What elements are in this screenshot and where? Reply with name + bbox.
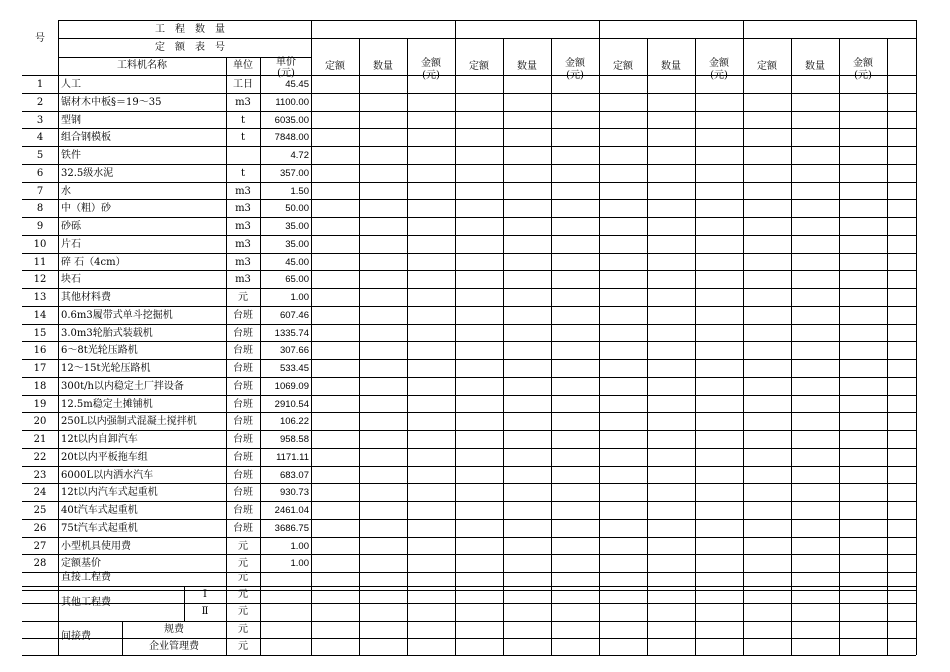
- unit-cell: 元: [238, 292, 248, 303]
- unit-price-cell: 106.22: [279, 416, 309, 427]
- unit-cell: 元: [238, 558, 248, 569]
- unit-cell: 台班: [233, 523, 253, 534]
- other-cost-label: 其他工程费: [61, 597, 111, 608]
- grid-line: [22, 621, 916, 622]
- material-name: 碎 石（4cm）: [61, 257, 126, 268]
- column-quota-header: 定额: [757, 61, 777, 72]
- column-price-unit-header: (元): [277, 68, 295, 79]
- material-name: 型钢: [61, 115, 81, 126]
- indirect-cost-label: 间接费: [61, 631, 91, 642]
- unit-price-cell: 45.45: [285, 79, 309, 90]
- index-header: 号: [35, 33, 45, 44]
- row-number: 22: [33, 452, 47, 463]
- row-number: 18: [33, 381, 47, 392]
- unit-price-cell: 1335.74: [274, 328, 309, 339]
- unit-cell: 工日: [233, 79, 253, 90]
- unit-cell: m3: [235, 203, 251, 214]
- column-quota-header: 定额: [613, 61, 633, 72]
- unit-price-cell: 50.00: [285, 203, 309, 214]
- row-number: 15: [33, 328, 47, 339]
- indirect-cost-sub1: 规费: [164, 624, 184, 635]
- material-name: 12t以内汽车式起重机: [61, 487, 158, 498]
- row-number: 24: [33, 487, 47, 498]
- material-name: 小型机具使用费: [61, 541, 131, 552]
- other-cost-unit-1: 元: [238, 589, 248, 600]
- grid-line: [311, 38, 916, 39]
- unit-price-cell: 65.00: [285, 274, 309, 285]
- row-number: 11: [33, 257, 47, 268]
- material-name: 砂砾: [61, 221, 81, 232]
- unit-price-cell: 6035.00: [274, 115, 309, 126]
- unit-price-cell: 1100.00: [275, 97, 309, 108]
- unit-cell: 台班: [233, 345, 253, 356]
- row-number: 12: [33, 274, 47, 285]
- unit-price-cell: 930.73: [279, 487, 309, 498]
- material-name: 0.6m3履带式单斗挖掘机: [61, 310, 173, 321]
- unit-price-cell: 35.00: [285, 239, 309, 250]
- row-number: 13: [33, 292, 47, 303]
- row-number: 27: [33, 541, 47, 552]
- grid-line: [22, 590, 916, 591]
- other-cost-sub2: Ⅱ: [201, 606, 209, 617]
- row-number: 4: [36, 132, 44, 143]
- row-number: 28: [33, 558, 47, 569]
- unit-cell: 台班: [233, 363, 253, 374]
- grid-line: [22, 586, 916, 587]
- material-name: 12～15t光轮压路机: [61, 363, 151, 374]
- unit-cell: 台班: [233, 416, 253, 427]
- column-amount-unit-header: (元): [566, 70, 584, 81]
- material-name: 12t以内自卸汽车: [61, 434, 138, 445]
- unit-cell: m3: [235, 186, 251, 197]
- unit-price-cell: 7848.00: [274, 132, 309, 143]
- unit-price-cell: 3686.75: [274, 523, 309, 534]
- unit-cell: t: [240, 132, 246, 143]
- unit-price-cell: 1.00: [290, 541, 309, 552]
- unit-price-cell: 1.50: [290, 186, 309, 197]
- grid-line: [916, 20, 917, 655]
- material-name: 20t以内平板拖车组: [61, 452, 148, 463]
- row-number: 14: [33, 310, 47, 321]
- row-number: 23: [33, 470, 47, 481]
- quota-table-no-header: 定 额 表 号: [155, 42, 225, 53]
- row-number: 2: [36, 97, 44, 108]
- row-number: 25: [33, 505, 47, 516]
- unit-price-cell: 683.07: [279, 470, 309, 481]
- unit-cell: 台班: [233, 434, 253, 445]
- unit-price-cell: 958.58: [279, 434, 309, 445]
- column-amount-unit-header: (元): [422, 70, 440, 81]
- unit-cell: m3: [235, 239, 251, 250]
- unit-price-cell: 1171.11: [276, 452, 309, 463]
- row-number: 20: [33, 416, 47, 427]
- material-name: 40t汽车式起重机: [61, 505, 138, 516]
- grid-line: [122, 638, 216, 639]
- other-cost-sub1: Ⅰ: [203, 589, 207, 600]
- quota-quantity-header: 工 程 数 量: [155, 24, 225, 35]
- column-amount-header: 金额: [853, 58, 873, 69]
- unit-cell: 台班: [233, 452, 253, 463]
- unit-price-cell: 2910.54: [274, 399, 309, 410]
- material-name: 锯材木中板§＝19～35: [61, 97, 162, 108]
- unit-cell: m3: [235, 274, 251, 285]
- row-number: 26: [33, 523, 47, 534]
- material-name: 12.5m稳定土摊铺机: [61, 399, 153, 410]
- material-name: 片石: [61, 239, 81, 250]
- material-name: 水: [61, 186, 71, 197]
- direct-cost-unit: 元: [238, 572, 248, 583]
- unit-price-cell: 533.45: [279, 363, 309, 374]
- unit-price-cell: 607.46: [279, 310, 309, 321]
- unit-price-cell: 2461.04: [274, 505, 309, 516]
- unit-cell: 台班: [233, 310, 253, 321]
- row-number: 3: [36, 115, 44, 126]
- unit-cell: 台班: [233, 381, 253, 392]
- material-name: 其他材料费: [61, 292, 111, 303]
- column-quantity-header: 数量: [661, 61, 681, 72]
- unit-cell: 台班: [233, 470, 253, 481]
- column-amount-unit-header: (元): [710, 70, 728, 81]
- material-name: 300t/h以内稳定土厂拌设备: [61, 381, 184, 392]
- column-unit-header: 单位: [233, 60, 253, 71]
- column-amount-header: 金额: [421, 58, 441, 69]
- row-number: 8: [36, 203, 44, 214]
- column-price-header: 单价: [276, 57, 296, 68]
- other-cost-unit-2: 元: [238, 606, 248, 617]
- material-name: 中（粗）砂: [61, 203, 111, 214]
- grid-line: [58, 20, 916, 21]
- column-quantity-header: 数量: [517, 61, 537, 72]
- material-name: 人工: [61, 79, 81, 90]
- row-number: 7: [36, 186, 44, 197]
- unit-cell: 台班: [233, 399, 253, 410]
- row-number: 9: [36, 221, 44, 232]
- row-number: 21: [33, 434, 47, 445]
- material-name: 3.0m3轮胎式装载机: [61, 328, 153, 339]
- material-name: 6000L以内洒水汽车: [61, 470, 154, 481]
- column-quantity-header: 数量: [373, 61, 393, 72]
- material-name: 6～8t光轮压路机: [61, 345, 138, 356]
- column-quota-header: 定额: [469, 61, 489, 72]
- material-name: 块石: [61, 274, 81, 285]
- unit-cell: 元: [238, 541, 248, 552]
- unit-price-cell: 1069.09: [274, 381, 309, 392]
- row-number: 10: [33, 239, 47, 250]
- unit-price-cell: 4.72: [290, 150, 309, 161]
- unit-cell: m3: [235, 221, 251, 232]
- indirect-cost-unit-1: 元: [238, 624, 248, 635]
- column-amount-unit-header: (元): [854, 70, 872, 81]
- material-name: 定额基价: [61, 558, 101, 569]
- unit-cell: 台班: [233, 328, 253, 339]
- unit-cell: m3: [235, 257, 251, 268]
- unit-cell: m3: [235, 97, 251, 108]
- unit-price-cell: 45.00: [285, 257, 309, 268]
- column-quantity-header: 数量: [805, 61, 825, 72]
- row-number: 16: [33, 345, 47, 356]
- row-number: 19: [33, 399, 47, 410]
- direct-cost-label: 直接工程费: [61, 572, 111, 583]
- unit-price-cell: 1.00: [290, 558, 309, 569]
- unit-price-cell: 1.00: [290, 292, 309, 303]
- column-amount-header: 金额: [565, 58, 585, 69]
- row-number: 5: [36, 150, 44, 161]
- unit-price-cell: 307.66: [279, 345, 309, 356]
- material-name: 75t汽车式起重机: [61, 523, 138, 534]
- grid-line: [22, 655, 916, 656]
- row-number: 1: [36, 79, 44, 90]
- material-name: 32.5级水泥: [61, 168, 114, 179]
- material-name: 组合钢模板: [61, 132, 111, 143]
- material-name: 铁件: [61, 150, 81, 161]
- unit-price-cell: 357.00: [279, 168, 309, 179]
- material-name: 250L以内强制式混凝土搅拌机: [61, 416, 197, 427]
- unit-cell: 台班: [233, 505, 253, 516]
- row-number: 6: [36, 168, 44, 179]
- unit-cell: 台班: [233, 487, 253, 498]
- indirect-cost-sub2: 企业管理费: [149, 641, 199, 652]
- row-number: 17: [33, 363, 47, 374]
- unit-cell: t: [240, 168, 246, 179]
- column-quota-header: 定额: [325, 61, 345, 72]
- unit-price-cell: 35.00: [285, 221, 309, 232]
- column-amount-header: 金额: [709, 58, 729, 69]
- unit-cell: t: [240, 115, 246, 126]
- indirect-cost-unit-2: 元: [238, 641, 248, 652]
- column-name-header: 工料机名称: [117, 60, 167, 71]
